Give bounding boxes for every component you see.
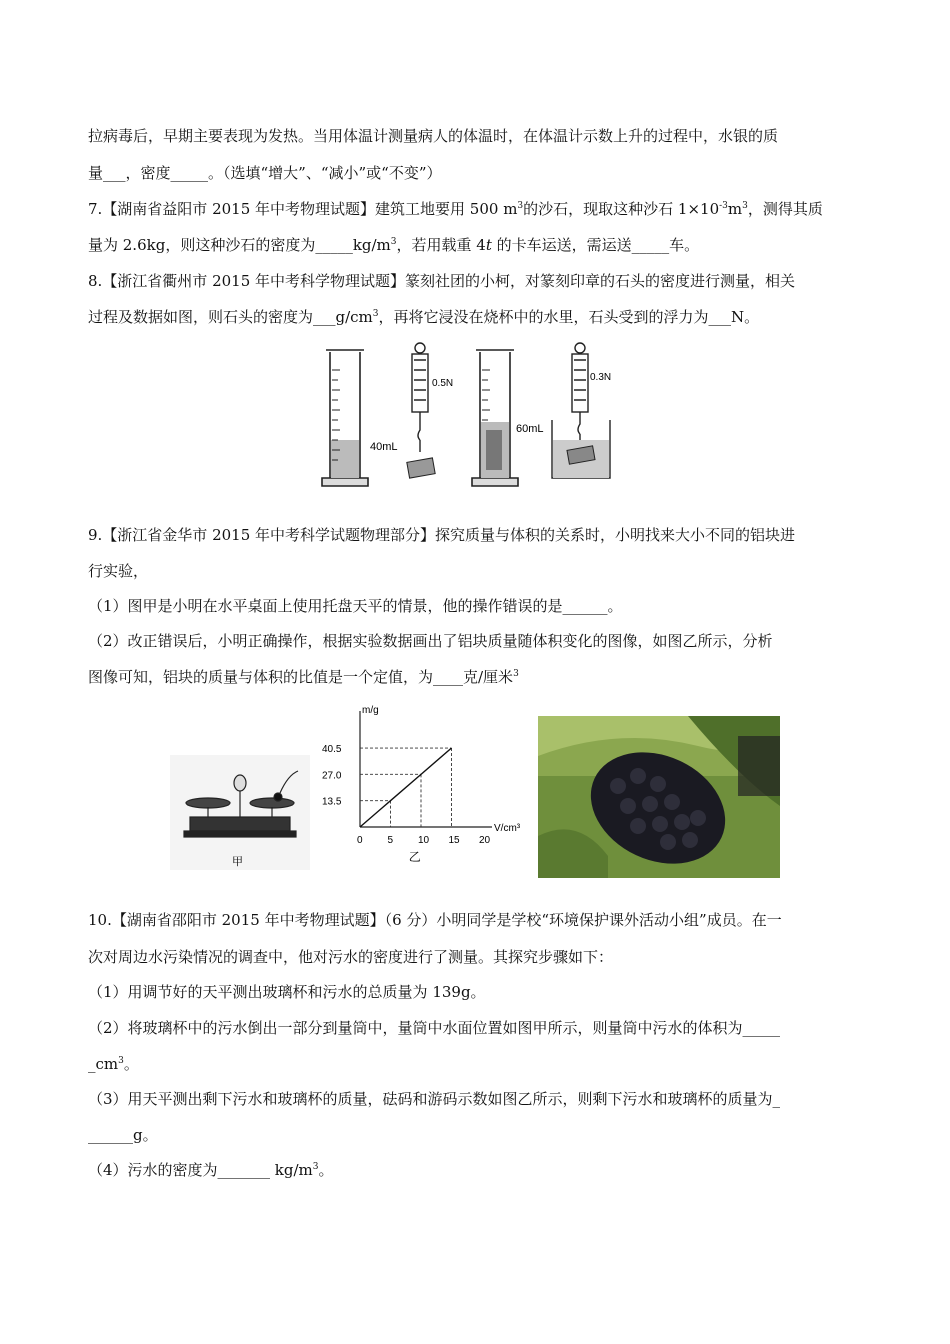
x-tick-label: 5	[387, 835, 394, 846]
x-axis-label: V/cm³	[494, 823, 521, 834]
figure-q8-measurement	[320, 340, 620, 490]
series-line	[360, 748, 452, 827]
label-60ml: 60mL	[516, 423, 544, 435]
question-10-step-1: （1）用调节好的天平测出玻璃杯和污水的总质量为 139g。	[88, 983, 486, 1001]
question-9-part-2: （2）改正错误后，小明正确操作，根据实验数据画出了铝块质量随体积变化的图像，如图乙所示，分析	[88, 632, 773, 650]
question-10-step-3b: ______g。	[88, 1126, 158, 1144]
label-05n: 0.5N	[432, 378, 454, 389]
question-7-line-2: 量为 2.6kg，则这种沙石的密度为$\_\_\_\_\_kg/m^3$，若用载重 4t 的卡车运送，需运送_____车。	[88, 236, 700, 254]
label-jia: 甲	[232, 856, 243, 868]
x-tick-label: 20	[479, 835, 491, 846]
text-line: 量___，密度_____。（选填“增大”、“减小”或“不变”）	[88, 164, 442, 182]
question-9-part-2b: 图像可知，铝块的质量与体积的比值是一个定值，为____克/厘米$^3$	[88, 668, 519, 686]
question-10-step-2: （2）将玻璃杯中的污水倒出一部分到量筒中，量筒中水面位置如图甲所示，则量筒中污水的体积为_____	[88, 1019, 781, 1037]
question-10-step-4: （4）污水的密度为_______ $kg/m^3$。	[88, 1161, 334, 1179]
question-10-step-2b: $\_cm^3$。	[88, 1055, 139, 1073]
stone	[407, 458, 435, 478]
label-03n: 0.3N	[590, 372, 612, 383]
y-axis-label: m/g	[362, 705, 379, 716]
water-level	[331, 440, 359, 478]
figure-yi-chart	[315, 705, 535, 870]
question-9-line-2: 行实验，	[88, 562, 149, 580]
text-line: 拉病毒后，早期主要表现为发热。当用体温计测量病人的体温时，在体温计示数上升的过程中，水银的质	[88, 127, 779, 145]
mulberry-photo	[538, 716, 780, 878]
question-10-line-2: 次对周边水污染情况的调查中，他对污水的密度进行了测量。其探究步骤如下：	[88, 948, 614, 966]
y-tick-label: 40.5	[322, 744, 342, 756]
question-9-line-1: 9.【浙江省金华市 2015 年中考科学试题物理部分】探究质量与体积的关系时，小明找来大小不同的铝块进	[88, 526, 796, 544]
label-40ml: 40mL	[370, 441, 398, 453]
x-tick-label: 0	[357, 835, 363, 846]
question-10-line-1: 10.【湖南省邵阳市 2015 年中考物理试题】（6 分）小明同学是学校“环境保护课外活动小组”成员。在一	[88, 911, 782, 929]
label-yi: 乙	[408, 850, 421, 864]
x-tick-label: 15	[448, 835, 460, 846]
y-tick-label: 27.0	[322, 770, 342, 782]
x-tick-label: 10	[418, 835, 430, 846]
figure-jia-balance	[170, 755, 310, 870]
question-7-line-1: 7.【湖南省益阳市 2015 年中考物理试题】建筑工地要用 500 $m^3$的沙石，现取这种沙石 $1\times 10^{-3}m^3$，测得其质	[88, 200, 823, 218]
y-tick-label: 13.5	[322, 796, 342, 808]
question-9-part-1: （1）图甲是小明在水平桌面上使用托盘天平的情景，他的操作错误的是______。	[88, 597, 623, 615]
question-10-step-3: （3）用天平测出剩下污水和玻璃杯的质量，砝码和游码示数如图乙所示，则剩下污水和玻璃杯的质量为_	[88, 1090, 781, 1108]
question-8-line-2: 过程及数据如图，则石头的密度为$\_\_\_g/cm^3$，再将它浸没在烧杯中的水里，石头受到的浮力为___N。	[88, 308, 760, 326]
question-8-line-1: 8.【浙江省衢州市 2015 年中考科学物理试题】篆刻社团的小柯，对篆刻印章的石头的密度进行测量，相关	[88, 272, 796, 290]
